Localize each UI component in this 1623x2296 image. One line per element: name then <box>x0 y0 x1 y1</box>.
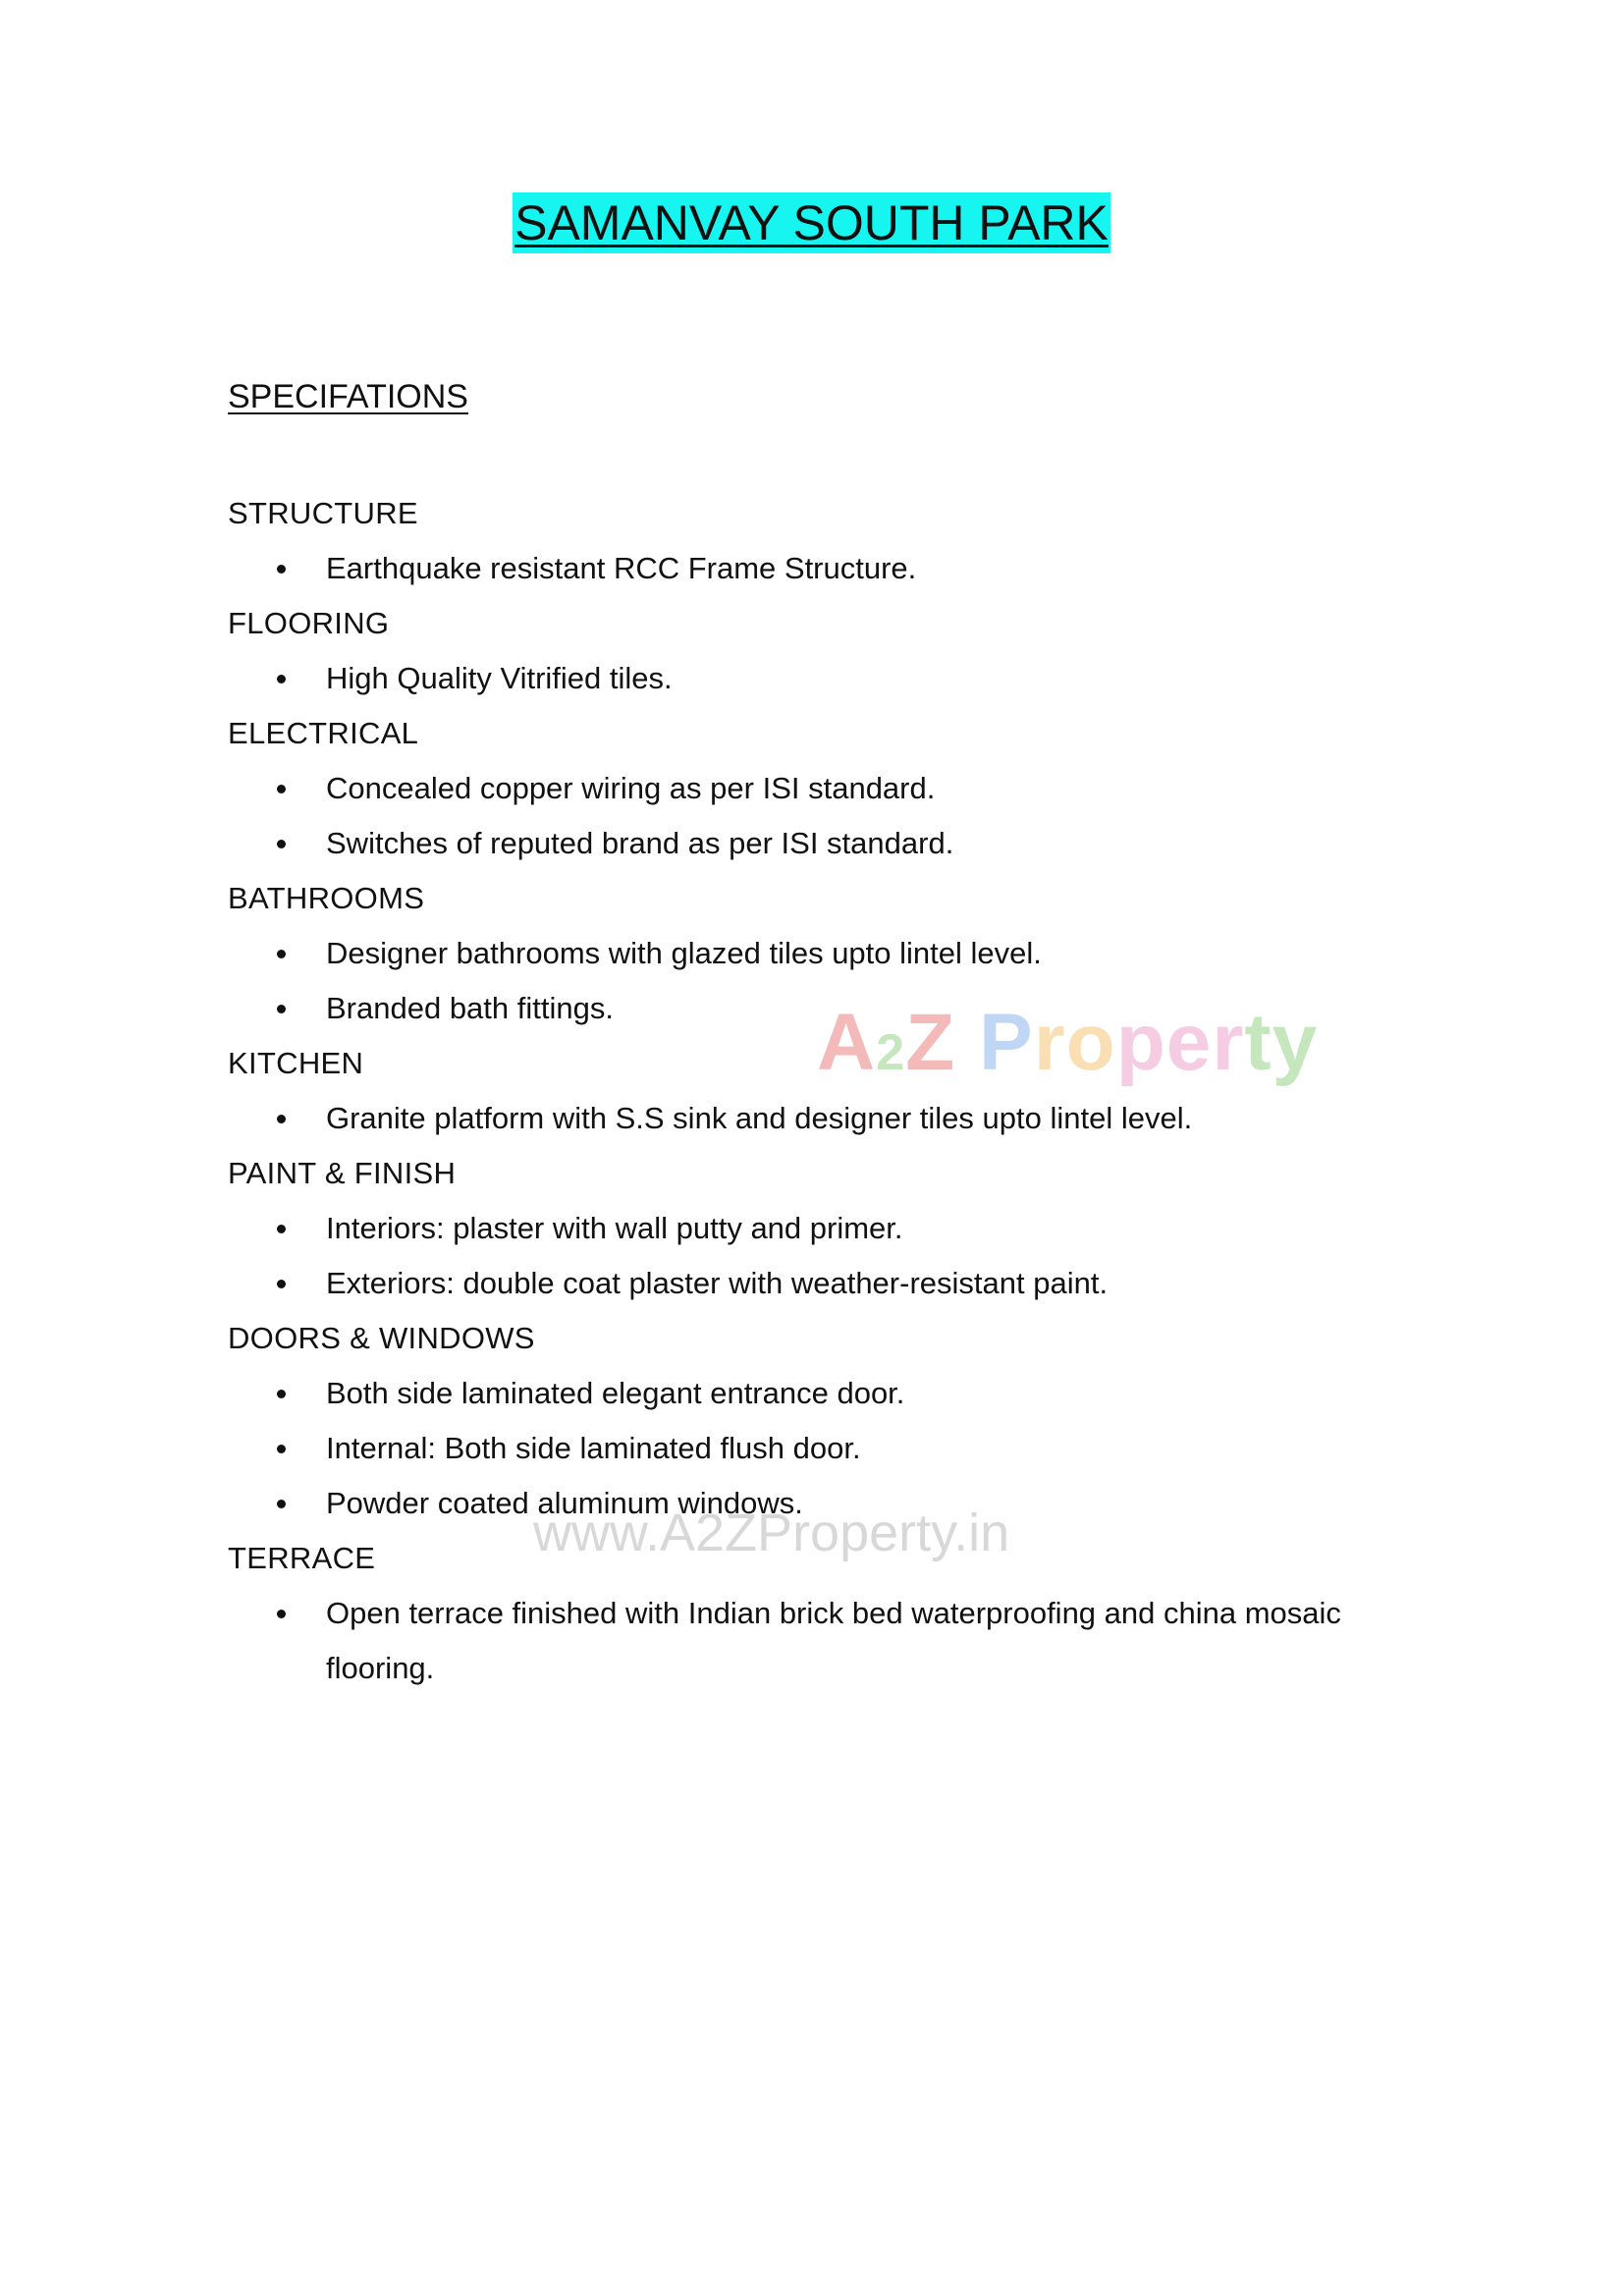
list-item-text: Concealed copper wiring as per ISI standard. <box>326 771 936 805</box>
list-item <box>228 541 1426 596</box>
list-item-text: Exteriors: double coat plaster with weather-resistant paint. <box>326 1266 1109 1300</box>
list-item-text: Granite platform with S.S sink and designer tiles upto lintel level. <box>326 1101 1193 1135</box>
watermark-logo-part: ro <box>1033 998 1116 1087</box>
watermark-logo-part: Z <box>905 998 956 1087</box>
bullet-icon <box>277 1280 286 1288</box>
bullet-icon <box>277 1225 286 1233</box>
bullet-list <box>228 1586 1406 1696</box>
bullet-icon <box>277 1005 286 1013</box>
list-item <box>228 1586 1426 1696</box>
bullet-list <box>228 541 1406 596</box>
bullet-icon <box>277 565 286 574</box>
bullet-icon <box>277 1610 286 1618</box>
section-heading: FLOORING <box>228 606 390 640</box>
bullet-list <box>228 1201 1406 1311</box>
list-item <box>228 1421 1426 1476</box>
list-item-text: Internal: Both side laminated flush door. <box>326 1431 861 1465</box>
list-item-text: Designer bathrooms with glazed tiles upto lintel level. <box>326 936 1042 970</box>
list-item-text: Open terrace finished with Indian brick bed waterproofing and china mosaic flooring. <box>326 1596 1341 1685</box>
list-item-text: Both side laminated elegant entrance door. <box>326 1376 905 1410</box>
watermark-url: www.A2ZProperty.in <box>533 1503 1010 1562</box>
bullet-icon <box>277 1445 286 1453</box>
list-item <box>228 1201 1426 1256</box>
section-heading: ELECTRICAL <box>228 716 419 750</box>
bullet-list <box>228 761 1406 871</box>
list-item <box>228 816 1426 871</box>
bullet-list <box>228 1091 1406 1146</box>
watermark-logo-part: A <box>817 998 877 1087</box>
list-item <box>228 761 1426 816</box>
bullet-icon <box>277 950 286 958</box>
watermark-logo-part: 2 <box>876 1024 906 1081</box>
bullet-icon <box>277 1115 286 1123</box>
list-item <box>228 651 1426 706</box>
list-item-text: Interiors: plaster with wall putty and primer. <box>326 1211 903 1245</box>
section-heading: PAINT & FINISH <box>228 1156 457 1190</box>
list-item-text: Powder coated aluminum windows. <box>326 1486 803 1520</box>
title-container <box>0 192 1623 253</box>
watermark-logo <box>817 997 1318 1089</box>
watermark-logo-part: per <box>1115 998 1245 1087</box>
list-item-text: Earthquake resistant RCC Frame Structure. <box>326 551 917 585</box>
document-title: SAMANVAY SOUTH PARK <box>513 192 1110 253</box>
list-item <box>228 1256 1426 1311</box>
bullet-icon <box>277 785 286 793</box>
list-item <box>228 1366 1426 1421</box>
bullet-icon <box>277 1500 286 1508</box>
list-item <box>228 1091 1426 1146</box>
list-item <box>228 926 1426 981</box>
watermark-logo-part: P <box>955 998 1034 1087</box>
list-item-text: Branded bath fittings. <box>326 991 614 1025</box>
section-heading: STRUCTURE <box>228 496 418 530</box>
list-item-text: High Quality Vitrified tiles. <box>326 661 673 695</box>
document-subtitle: SPECIFATIONS <box>228 378 468 415</box>
section-heading: BATHROOMS <box>228 881 425 915</box>
bullet-list <box>228 651 1406 706</box>
bullet-icon <box>277 1390 286 1398</box>
section-heading: DOORS & WINDOWS <box>228 1321 535 1355</box>
section-heading: TERRACE <box>228 1541 376 1575</box>
bullet-icon <box>277 675 286 683</box>
section-heading: KITCHEN <box>228 1046 364 1080</box>
bullet-icon <box>277 840 286 848</box>
watermark-logo-part: ty <box>1244 998 1319 1087</box>
list-item-text: Switches of reputed brand as per ISI standard. <box>326 826 954 860</box>
